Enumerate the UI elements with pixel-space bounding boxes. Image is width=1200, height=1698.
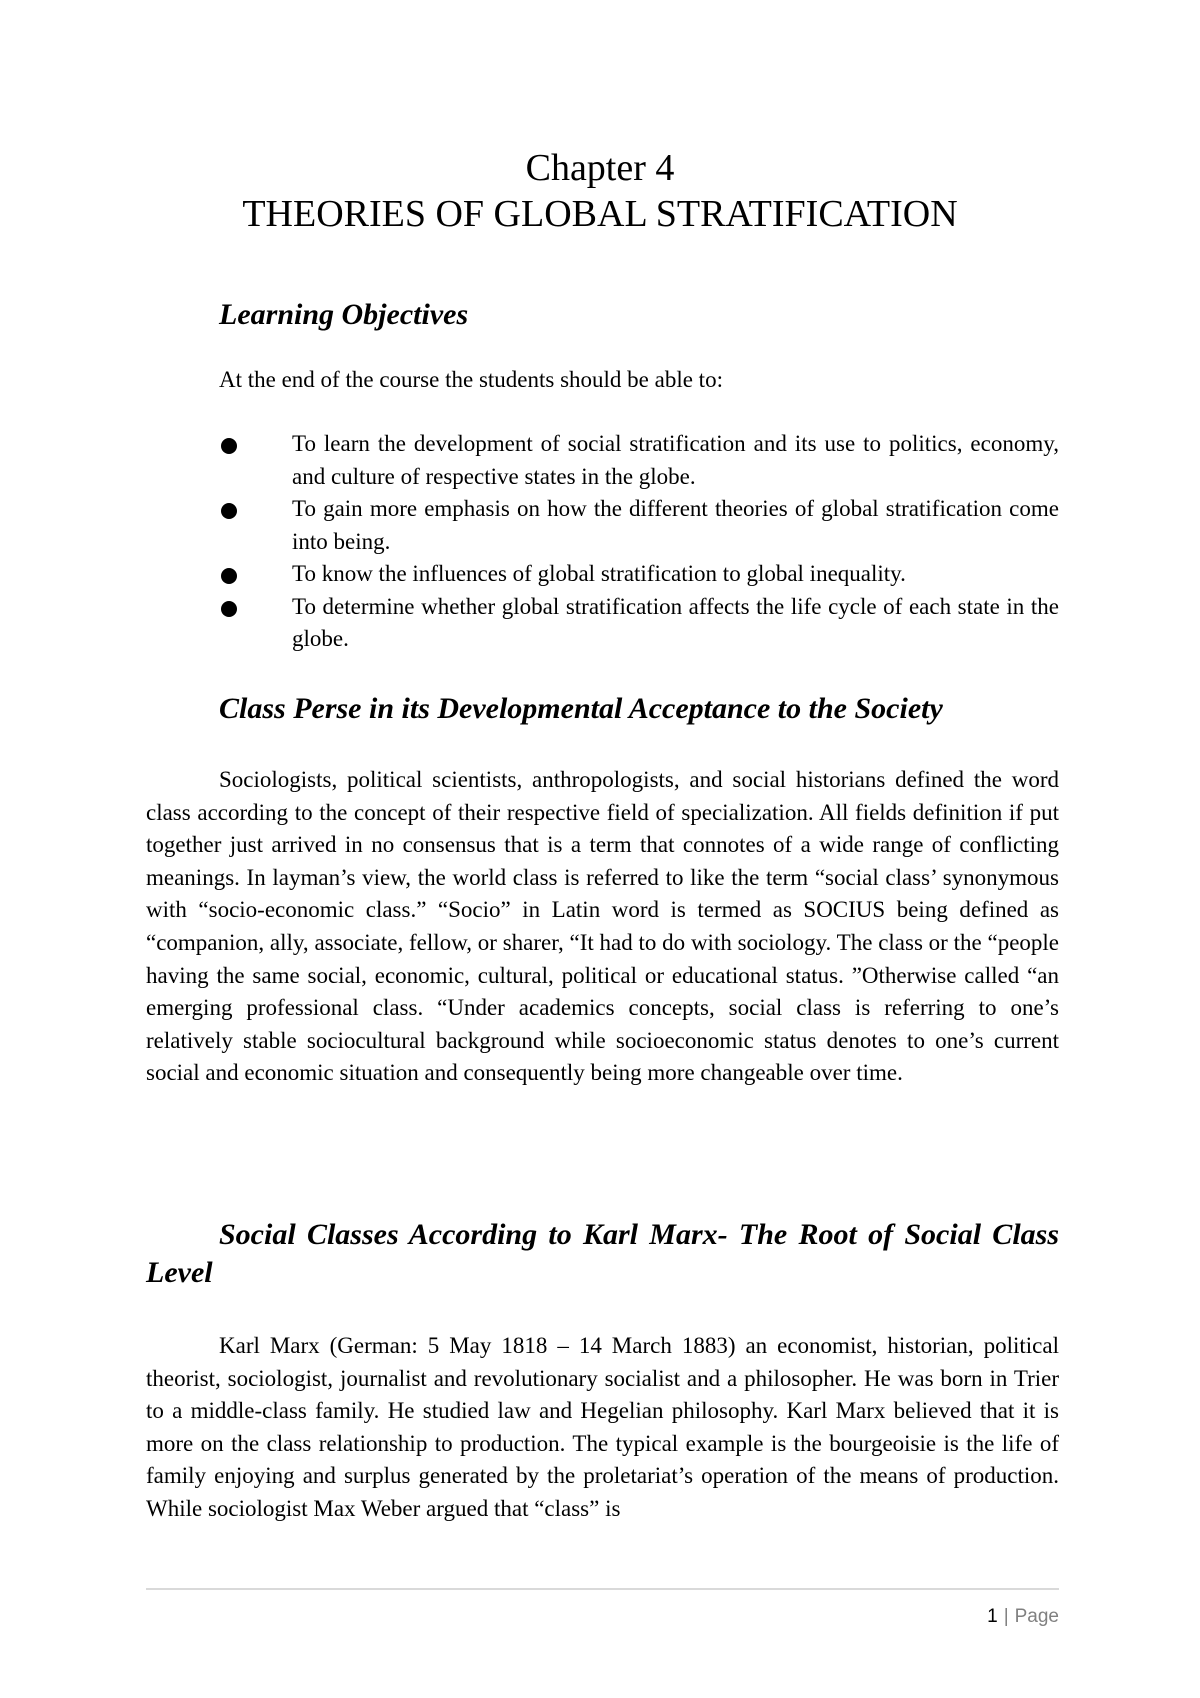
marx-section-heading: Social Classes According to Karl Marx- The Root of Social Class Level [146, 1218, 1059, 1289]
objective-text: To gain more emphasis on how the different theories of global stratification come into being. [292, 496, 1059, 554]
objective-item [219, 493, 1059, 558]
objectives-list [219, 428, 1059, 656]
bullet-icon [221, 438, 237, 454]
chapter-title: THEORIES OF GLOBAL STRATIFICATION [242, 193, 958, 235]
footer-separator: | [1003, 1606, 1009, 1627]
bullet-icon [221, 503, 237, 519]
objective-item [219, 558, 1059, 591]
chapter-number: Chapter 4 [525, 147, 675, 189]
objective-item [219, 428, 1059, 493]
page-label: Page [1014, 1606, 1059, 1627]
class-section-heading: Class Perse in its Developmental Acceptance to the Society [219, 692, 943, 725]
bullet-icon [221, 568, 237, 584]
class-section-paragraph: Sociologists, political scientists, anthropologists, and social historians defined the word class according to the concept of their respective field of specialization. All fields definition if put together just arrived in no consensus that is a term that connotes of a wide range of conflicting meanings. In layman’s view, the world class is referred to like the term “social class’ synonymous with “socio-economic class.” “Socio” in Latin word is termed as SOCIUS being defined as “companion, ally, associate, fellow, or sharer, “It had to do with sociology. The class or the “people having the same social, economic, cultural, political or educational status. ”Otherwise called “an emerging professional class. “Under academics concepts, social class is referring to one’s relatively stable sociocultural background while socioeconomic status denotes to one’s current social and economic situation and consequently being more changeable over time. [146, 767, 1059, 1086]
learning-objectives-heading: Learning Objectives [219, 298, 469, 331]
footer-divider [146, 1588, 1059, 1590]
page-footer [987, 1605, 1059, 1629]
bullet-icon [221, 601, 237, 617]
objective-text: To learn the development of social stratification and its use to politics, economy, and culture of respective states in the globe. [292, 431, 1059, 489]
marx-section-paragraph: Karl Marx (German: 5 May 1818 – 14 March 1883) an economist, historian, political theorist, sociologist, journalist and revolutionary socialist and a philosopher. He was born in Trier to a middle-class family. He studied law and Hegelian philosophy. Karl Marx believed that it is more on the class relationship to production. The typical example is the bourgeoisie is the life of family enjoying and surplus generated by the proletariat’s operation of the means of production. While sociologist Max Weber argued that “class” is [146, 1333, 1059, 1521]
objective-text: To determine whether global stratification affects the life cycle of each state in the globe. [292, 593, 1059, 651]
objective-text: To know the influences of global stratification to global inequality. [292, 561, 906, 586]
objective-item [219, 591, 1059, 656]
page-number: 1 [987, 1606, 998, 1627]
objectives-intro: At the end of the course the students should be able to: [219, 367, 723, 392]
